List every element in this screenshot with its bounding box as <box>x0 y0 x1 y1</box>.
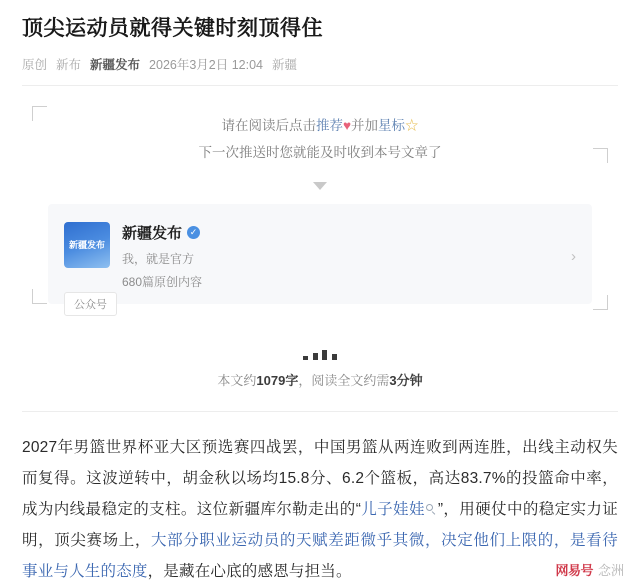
avatar: 新疆发布 <box>64 222 110 268</box>
promo-line-2: 下一次推送时您就能及时收到本号文章了 <box>198 145 442 161</box>
account-name: 新疆发布 <box>122 225 183 243</box>
status-badge: 公众号 <box>64 292 117 316</box>
publish-region: 新疆 <box>272 58 298 73</box>
search-icon[interactable] <box>426 504 437 515</box>
read-time: 3分钟 <box>389 373 423 389</box>
account-slogan: 我，就是官方 <box>122 252 195 267</box>
watermark-logo: 网易号 <box>555 563 593 578</box>
article-body-paragraph <box>22 432 618 587</box>
page-title: 顶尖运动员就得关键时刻顶得住 <box>22 17 323 40</box>
account-name-row <box>122 222 563 243</box>
stats-divider <box>22 411 618 412</box>
promo-star-word: 星标 <box>378 118 405 134</box>
stats-middle: ，阅读全文约需 <box>298 373 390 389</box>
publish-date: 2026年3月2日 12:04 <box>149 58 264 73</box>
corner-decoration-top-right <box>593 148 608 163</box>
body-text-part-3: ，是藏在心底的感恩与担当。 <box>147 563 352 581</box>
word-count: 1079字 <box>256 373 299 389</box>
promo-middle: 并加 <box>351 118 378 134</box>
header-divider <box>22 85 618 86</box>
body-link-erzi-wawa[interactable]: 儿子娃娃 <box>361 501 425 519</box>
quote-close: ” <box>437 501 444 519</box>
body-link-talent-gap[interactable]: 大部分职业运动员的天赋差距微乎其微，决定他们上限的，是看待事业与人生的态度 <box>22 532 618 581</box>
account-info <box>122 222 563 290</box>
body-text-part-1: 2027年男篮世界杯亚大区预选赛四战罢，中国男篮从两连败到两连胜，出线主动权失而复得。这波逆转中，胡金秋以场均15.8分、6.2个篮板，高达83.7%的投篮命中率，成为内线最稳定的支柱。这位新疆库尔勒走出的 <box>22 439 618 519</box>
corner-decoration-bottom-left <box>32 289 47 304</box>
article-stats <box>22 370 618 389</box>
heart-icon: ♥ <box>342 118 351 134</box>
corner-decoration-bottom-right <box>593 295 608 310</box>
watermark <box>555 560 624 579</box>
promo-prefix: 请在阅读后点击 <box>221 118 316 134</box>
article-meta <box>22 55 618 73</box>
stats-prefix: 本文约 <box>217 373 257 389</box>
promo-recommend-word: 推荐 <box>315 118 343 134</box>
corner-decoration-top-left <box>32 106 47 121</box>
watermark-author: 念洲 <box>597 563 624 578</box>
promo-block <box>22 112 618 312</box>
quote-open: “ <box>355 501 362 519</box>
chevron-right-icon[interactable]: › <box>571 247 576 265</box>
decorative-bars-icon <box>303 350 337 360</box>
account-article-count: 680篇原创内容 <box>122 275 203 290</box>
promo-line-1 <box>48 112 592 139</box>
body-text-part-2: ，用硬仗中的稳定实力证明，顶尖赛场上， <box>22 501 619 550</box>
original-tag: 原创 <box>22 58 48 73</box>
star-icon: ☆ <box>405 118 419 134</box>
new-tag: 新布 <box>56 58 82 73</box>
verified-badge-icon: ✓ <box>187 226 200 239</box>
chevron-down-icon <box>313 182 327 190</box>
meta-account-name[interactable]: 新疆发布 <box>90 58 141 73</box>
account-card[interactable] <box>48 204 592 312</box>
